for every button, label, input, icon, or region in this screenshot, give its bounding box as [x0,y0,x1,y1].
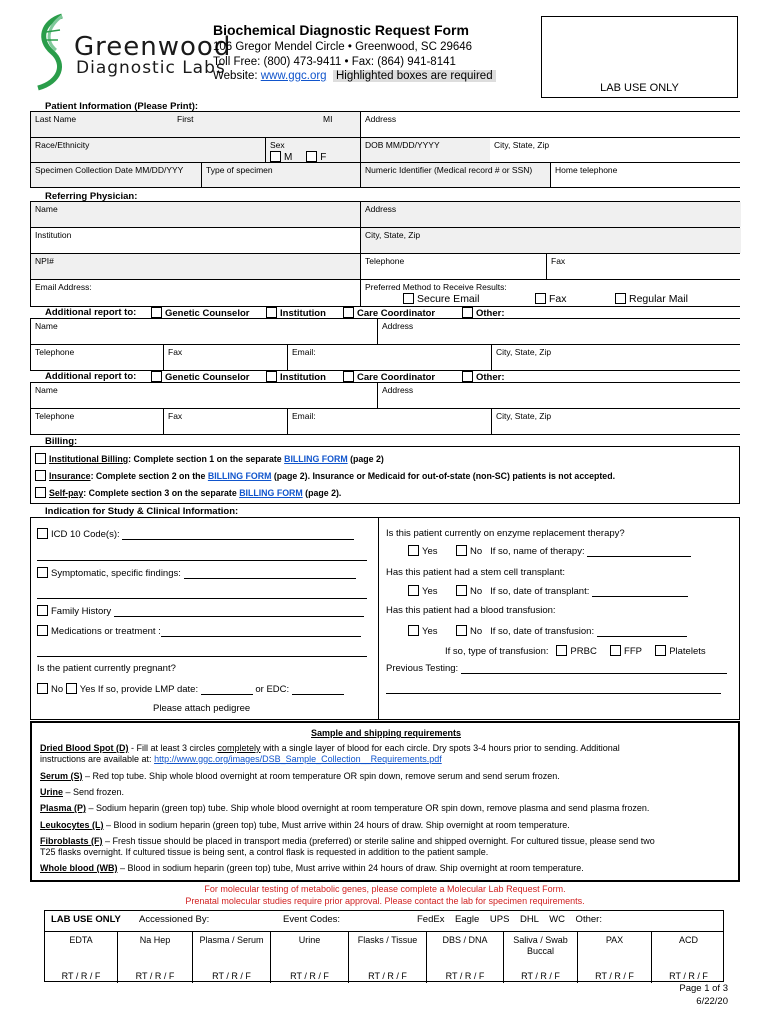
lab-use-box: LAB USE ONLY [541,16,738,98]
billing-institutional-checkbox[interactable] [35,453,46,464]
accessioned-by: Accessioned By: [139,914,210,925]
symptomatic-checkbox[interactable] [37,567,48,578]
lab-use-label: LAB USE ONLY [51,914,121,925]
other-checkbox-2[interactable] [462,371,473,382]
shipping-dbs: Dried Blood Spot (D) - Fill at least 3 circles completely with a single layer of blood for each circle. Dry spots 3-4 hours prior to sending. Additional instructions are available at: http://www.ggc.org/images/DSB_Sample_Collection__Requirements.pdf [40,743,620,764]
lab-website-line: Website: www.ggc.org Highlighted boxes are required [213,70,496,82]
form-title: Biochemical Diagnostic Request Form [213,22,469,38]
physician-name-field[interactable]: Name [31,202,360,227]
blood-question: Has this patient had a blood transfusion: [386,605,556,616]
specimen-columns [45,931,723,983]
gc-checkbox-2[interactable] [151,371,162,382]
inst-checkbox-1[interactable] [266,307,277,318]
fax-checkbox[interactable] [535,293,546,304]
additional-1-address[interactable]: Address [377,319,741,344]
form-date: 6/22/20 [696,996,728,1007]
shipping-leukocytes: Leukocytes (L) – Blood in sodium heparin (green top) tube, Must arrive within 24 hours of draw. Ship overnight at room temperature. [40,820,570,830]
blood-yes-checkbox[interactable] [408,625,419,636]
page-number: Page 1 of 3 [679,983,728,994]
ert-yes-checkbox[interactable] [408,545,419,556]
billing-selfpay-checkbox[interactable] [35,487,46,498]
other-checkbox-1[interactable] [462,307,473,318]
additional-2-fax[interactable]: Fax [163,409,287,434]
ert-answer[interactable]: Yes No If so, name of therapy: [408,545,691,557]
ert-no-checkbox[interactable] [456,545,467,556]
transfusion-type[interactable]: If so, type of transfusion: PRBC FFP Platelets [445,646,706,657]
additional-2-row-1 [30,382,740,408]
additional-2-email[interactable]: Email: [287,409,491,434]
prbc-checkbox[interactable] [556,645,567,656]
additional-1-row-1 [30,318,740,344]
col-dbs-dna: DBS / DNA RT / R / F [426,932,503,983]
collection-date-field[interactable]: Specimen Collection Date MM/DD/YYY [31,163,201,187]
additional-2-row-2 [30,408,740,434]
last-name-field[interactable]: Last Name First MI [31,112,360,137]
race-field[interactable]: Race/Ethnicity [31,138,265,162]
billing-insurance-checkbox[interactable] [35,470,46,481]
medications-checkbox[interactable] [37,625,48,636]
required-note: Highlighted boxes are required [333,70,496,82]
stem-yes-checkbox[interactable] [408,585,419,596]
icd-checkbox[interactable] [37,528,48,539]
physician-row-3 [30,253,740,279]
additional-1-email[interactable]: Email: [287,345,491,370]
dbs-instructions-link[interactable]: http://www.ggc.org/images/DSB_Sample_Collection__Requirements.pdf [154,754,442,764]
shipping-serum: Serum (S) – Red top tube. Ship whole blood overnight at room temperature OR spin down, remove serum and send serum frozen. [40,771,560,781]
stem-answer[interactable]: Yes No If so, date of transplant: [408,585,688,597]
logo-helix-icon [32,12,72,92]
previous-testing-field[interactable]: Previous Testing: [386,663,727,674]
physician-fax-field[interactable]: Fax [546,254,741,279]
shipping-whole-blood: Whole blood (WB) – Blood in sodium heparin (green top) tube, Must arrive within 24 hours of draw. Ship overnight at room temperature. [40,863,584,873]
platelets-checkbox[interactable] [655,645,666,656]
gc-checkbox-1[interactable] [151,307,162,318]
logo-subtext: Diagnostic Labs [76,58,226,78]
carriers: FedEx Eagle UPS DHL WC Other: [417,914,602,925]
event-codes: Event Codes: [283,914,341,925]
patient-row-1 [30,111,740,137]
additional-1-telephone[interactable]: Telephone [31,345,163,370]
medications-field[interactable]: Medications or treatment : [37,625,361,637]
physician-city-field[interactable]: City, State, Zip [360,228,741,253]
website-link[interactable]: www.ggc.org [260,70,327,82]
symptomatic-field[interactable]: Symptomatic, specific findings: [37,567,356,579]
col-acd: ACD RT / R / F [651,932,725,983]
inst-checkbox-2[interactable] [266,371,277,382]
additional-2-city[interactable]: City, State, Zip [491,409,741,434]
additional-2-address[interactable]: Address [377,383,741,408]
col-plasma-serum: Plasma / Serum RT / R / F [192,932,270,983]
additional-report-1: Additional report to: Genetic Counselor Institution Care Coordinator Other: [45,307,505,319]
pregnancy-field[interactable]: No Yes If so, provide LMP date: or EDC: [37,683,344,695]
physician-row-2 [30,227,740,253]
shipping-fibroblasts: Fibroblasts (F) – Fresh tissue should be placed in transport media (preferred) or sterile saline and shipped overnight. For cultured tissue, please send two T25 flasks overnight. If cultured tissue is being sent, a control flask is requested in addition to the patient sample. [40,836,655,857]
col-flasks-tissue: Flasks / Tissue RT / R / F [348,932,426,983]
additional-2-name[interactable]: Name [31,383,377,408]
billing-selfpay[interactable]: Self-pay: Complete section 3 on the separate BILLING FORM (page 2). [35,487,341,498]
additional-1-fax[interactable]: Fax [163,345,287,370]
lab-phone: Toll Free: (800) 473-9411 • Fax: (864) 941-8141 [213,56,456,68]
physician-address-field[interactable]: Address [360,202,741,227]
home-phone-field[interactable]: Home telephone [550,163,741,187]
shipping-plasma: Plasma (P) – Sodium heparin (green top) tube. Ship whole blood overnight at room temperature OR spin down, remove plasma and send plasma frozen. [40,803,650,813]
shipping-requirements-box [30,721,740,882]
stem-question: Has this patient had a stem cell transplant: [386,567,566,578]
blood-no-checkbox[interactable] [456,625,467,636]
patient-section-title: Patient Information (Please Print): [45,101,199,112]
physician-row-4 [30,279,740,306]
regular-mail-checkbox[interactable] [615,293,626,304]
physician-telephone-field[interactable]: Telephone [360,254,546,279]
pregnant-yes-checkbox[interactable] [66,683,77,694]
indication-section-title: Indication for Study & Clinical Information: [45,506,239,517]
ffp-checkbox[interactable] [610,645,621,656]
lab-address: 106 Gregor Mendel Circle • Greenwood, SC 29646 [213,41,473,53]
lab-use-table [44,910,724,982]
indication-box [30,517,740,720]
dob-field[interactable]: DOB MM/DD/YYYY [360,138,490,162]
patient-row-3 [30,162,740,187]
physician-email-field[interactable]: Email Address: [31,280,360,306]
additional-1-city[interactable]: City, State, Zip [491,345,741,370]
billing-institutional[interactable]: Institutional Billing: Complete section 1 on the separate BILLING FORM (page 2) [35,453,384,464]
blood-answer[interactable]: Yes No If so, date of transfusion: [408,625,687,637]
shipping-title: Sample and shipping requirements [310,728,462,738]
col-urine: Urine RT / R / F [270,932,348,983]
patient-row-2 [30,137,740,162]
pedigree-note: Please attach pedigree [153,703,251,714]
sex-f-checkbox[interactable] [306,151,317,162]
family-history-field[interactable]: Family History [37,605,364,617]
institution-field[interactable]: Institution [31,228,360,253]
col-edta: EDTA RT / R / F [61,935,101,981]
specimen-type-field[interactable]: Type of specimen [201,163,360,187]
physician-row-1 [30,201,740,227]
additional-2-telephone[interactable]: Telephone [31,409,163,434]
cc-checkbox-1[interactable] [343,307,354,318]
molecular-notice: For molecular testing of metabolic genes, please complete a Molecular Lab Request Form. [204,884,566,894]
additional-1-name[interactable]: Name [31,319,377,344]
billing-insurance[interactable]: Insurance: Complete section 2 on the BILLING FORM (page 2). Insurance or Medicaid for out-of-state (non-SC) patients is not accepted. [35,470,615,481]
stem-no-checkbox[interactable] [456,585,467,596]
billing-section-title: Billing: [45,436,78,447]
col-nahep: Na Hep RT / R / F [117,932,192,983]
sex-field[interactable]: Sex M F [265,138,360,162]
billing-box [30,446,740,504]
patient-city-field[interactable]: City, State, Zip [490,138,741,162]
additional-1-row-2 [30,344,740,370]
shipping-urine: Urine – Send frozen. [40,787,125,797]
pregnant-no-checkbox[interactable] [37,683,48,694]
pregnant-question: Is the patient currently pregnant? [37,663,176,674]
col-saliva-swab: Saliva / Swab Buccal RT / R / F [503,932,577,983]
preferred-method-field[interactable]: Preferred Method to Receive Results: Secure Email Fax Regular Mail [360,280,741,306]
icd-field[interactable]: ICD 10 Code(s): [37,528,354,540]
numeric-id-field[interactable]: Numeric Identifier (Medical record # or SSN) [360,163,550,187]
family-history-checkbox[interactable] [37,605,48,616]
physician-section-title: Referring Physician: [45,191,138,202]
address-field[interactable]: Address [360,112,741,137]
ert-question: Is this patient currently on enzyme replacement therapy? [386,528,625,539]
sex-m-checkbox[interactable] [270,151,281,162]
additional-report-2: Additional report to: Genetic Counselor Institution Care Coordinator Other: [45,371,505,383]
logo-text: Greenwood [74,32,232,62]
secure-email-checkbox[interactable] [403,293,414,304]
col-pax: PAX RT / R / F [577,932,651,983]
npi-field[interactable]: NPI# [31,254,360,279]
cc-checkbox-2[interactable] [343,371,354,382]
prenatal-notice: Prenatal molecular studies require prior approval. Please contact the lab for specimen requirements. [185,896,585,906]
